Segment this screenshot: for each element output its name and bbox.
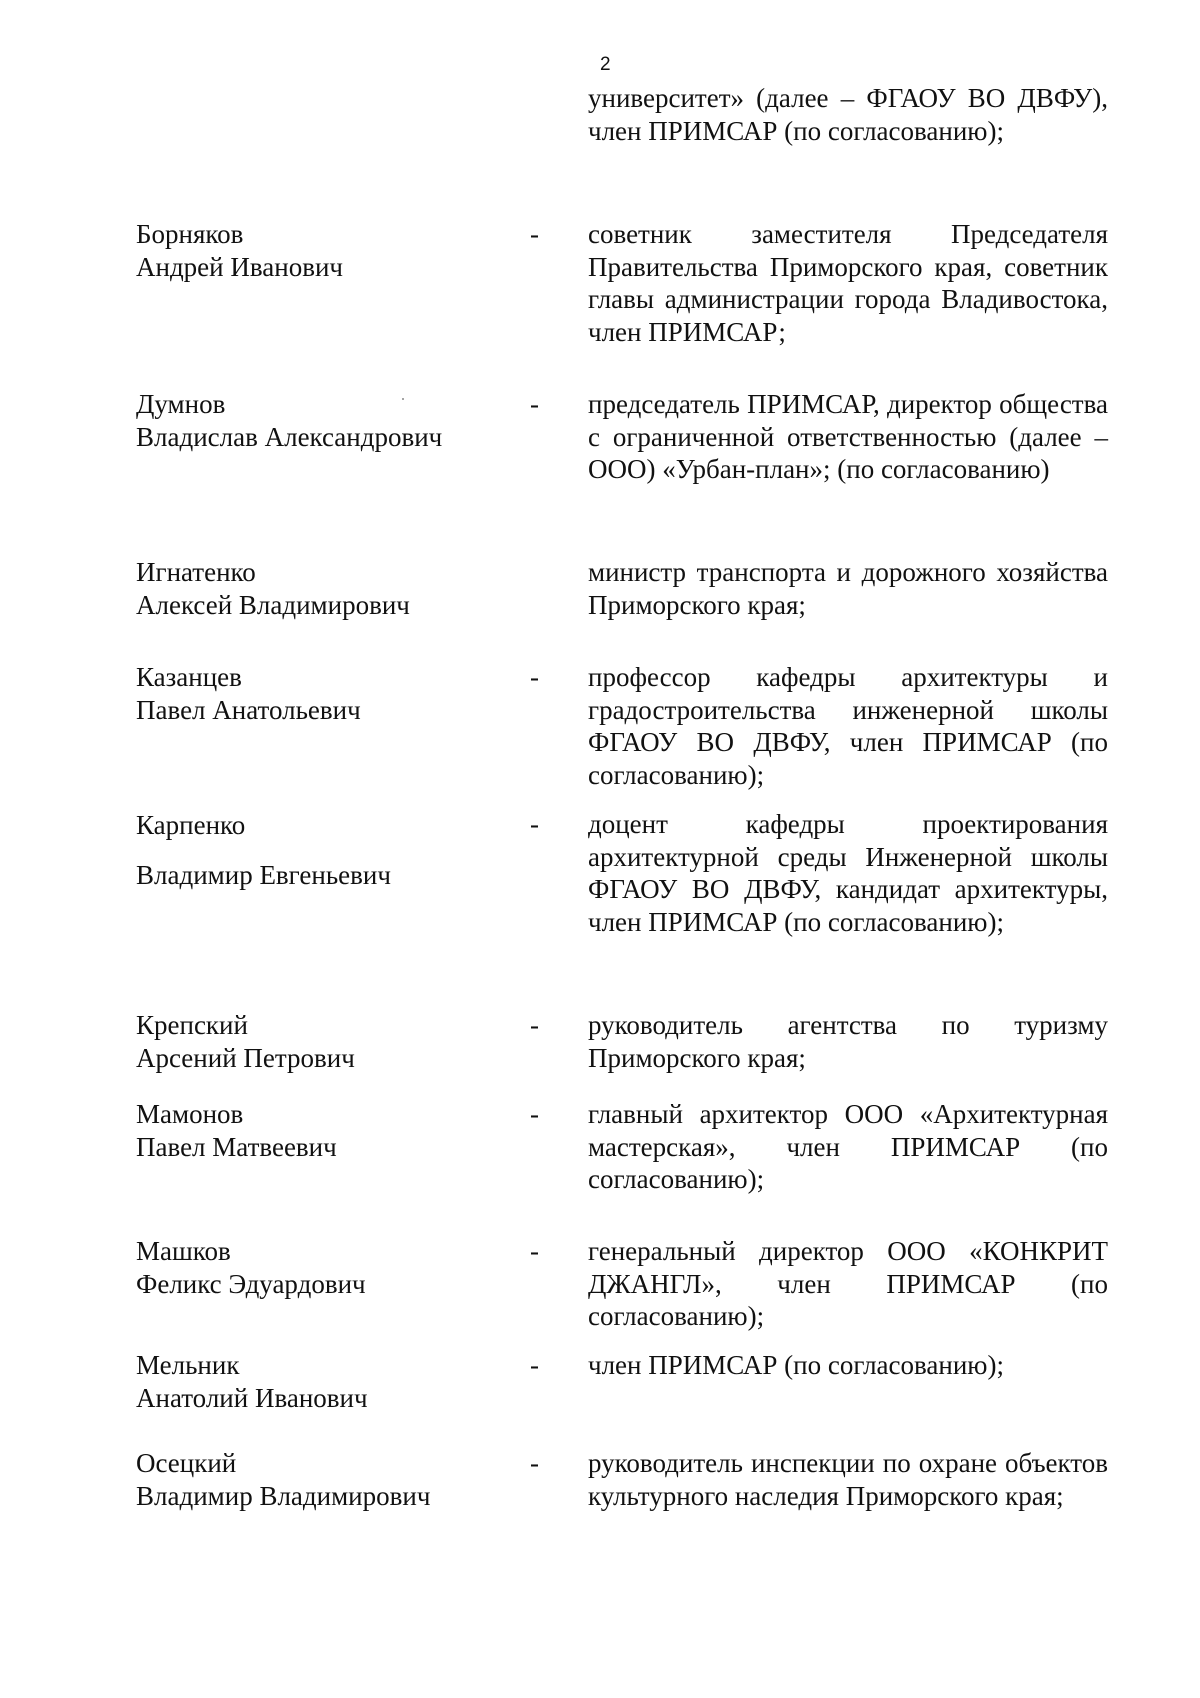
member-surname: Казанцев <box>136 662 242 692</box>
member-given-names: Андрей Иванович <box>136 251 343 282</box>
separator-dash: - <box>530 1010 539 1040</box>
member-surname: Осецкий <box>136 1448 237 1478</box>
member-position: руководитель агентства по туризму Приморского края; <box>588 1010 1108 1073</box>
member-name <box>136 1447 430 1512</box>
member-name <box>136 1235 366 1300</box>
member-name <box>136 1098 337 1163</box>
member-position: министр транспорта и дорожного хозяйства Приморского края; <box>588 557 1108 620</box>
member-given-names: Арсений Петрович <box>136 1042 355 1073</box>
separator-dash: - <box>530 1236 539 1266</box>
separator-dash: - <box>530 662 539 692</box>
continuation-text: университет» (далее – ФГАОУ ВО ДВФУ), член ПРИМСАР (по согласованию); <box>588 83 1108 146</box>
member-given-names: Феликс Эдуардович <box>136 1268 366 1299</box>
member-given-names: Владислав Александрович <box>136 421 443 452</box>
member-surname: Машков <box>136 1236 231 1266</box>
page-number: 2 <box>600 54 611 75</box>
member-name <box>136 218 343 283</box>
member-position: главный архитектор ООО «Архитектурная мастерская», член ПРИМСАР (по согласованию); <box>588 1099 1108 1194</box>
separator-dash: - <box>530 1350 539 1380</box>
member-surname: Борняков <box>136 219 244 249</box>
member-name <box>136 661 361 726</box>
member-position: профессор кафедры архитектуры и градостроительства инженерной школы ФГАОУ ВО ДВФУ, член ПРИМСАР (по согласованию); <box>588 662 1108 790</box>
member-surname: Мамонов <box>136 1099 244 1129</box>
member-surname: Карпенко <box>136 810 246 840</box>
member-position: руководитель инспекции по охране объектов культурного наследия Приморского края; <box>588 1448 1108 1511</box>
separator-dash: - <box>530 809 539 839</box>
member-position: член ПРИМСАР (по согласованию); <box>588 1350 1004 1380</box>
member-name <box>136 800 391 900</box>
scan-speck <box>402 398 404 400</box>
member-surname: Крепский <box>136 1010 248 1040</box>
separator-dash: - <box>530 1448 539 1478</box>
member-position: советник заместителя Председателя Правительства Приморского края, советник главы администрации города Владивостока, член ПРИМСАР; <box>588 219 1108 347</box>
member-surname: Игнатенко <box>136 557 256 587</box>
separator-dash: - <box>530 389 539 419</box>
member-surname: Думнов <box>136 389 226 419</box>
member-name <box>136 556 410 621</box>
member-given-names: Владимир Владимирович <box>136 1480 431 1511</box>
member-name <box>136 1349 368 1414</box>
member-surname: Мельник <box>136 1350 240 1380</box>
member-name <box>136 1009 355 1074</box>
separator-dash: - <box>530 219 539 249</box>
member-given-names: Павел Матвеевич <box>136 1131 337 1162</box>
member-position: доцент кафедры проектирования архитектурной среды Инженерной школы ФГАОУ ВО ДВФУ, кандидат архитектуры, член ПРИМСАР (по согласованию); <box>588 809 1108 937</box>
member-name <box>136 388 442 453</box>
member-given-names: Павел Анатольевич <box>136 694 361 725</box>
separator-dash: - <box>530 1099 539 1129</box>
member-given-names: Владимир Евгеньевич <box>136 860 391 890</box>
member-position: генеральный директор ООО «КОНКРИТ ДЖАНГЛ», член ПРИМСАР (по согласованию); <box>588 1236 1108 1331</box>
member-given-names: Алексей Владимирович <box>136 589 410 620</box>
member-position: председатель ПРИМСАР, директор общества с ограниченной ответственностью (далее – ООО) «Урбан-план»; (по согласованию) <box>588 389 1108 484</box>
member-given-names: Анатолий Иванович <box>136 1382 368 1413</box>
